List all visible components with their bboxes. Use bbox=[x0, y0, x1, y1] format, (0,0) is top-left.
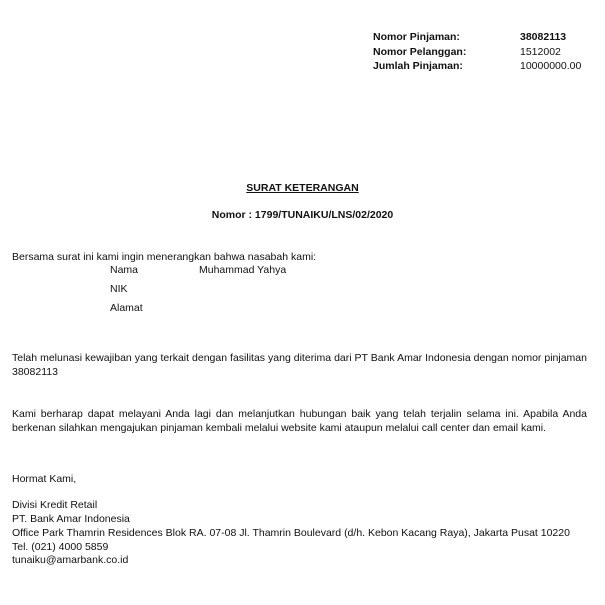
loan-amount-value: 10000000.00 bbox=[520, 60, 582, 72]
letter-number-value: 1799/TUNAIKU/LNS/02/2020 bbox=[254, 209, 394, 221]
signature-address: Office Park Thamrin Residences Blok RA. 07-08 Jl. Thamrin Boulevard (d/h. Kebon Kacang Raya), Jakarta Pusat 10220 bbox=[12, 526, 570, 539]
customer-address-label: Alamat bbox=[110, 302, 143, 314]
paragraph-invitation: Kami berharap dapat melayani Anda lagi dan melanjutkan hubungan baik yang telah terjalin selama ini. Apabila Anda berkenan silahkan mengajukan pinjaman kembali melalui website kami ataupun melalui call center dan email kami. bbox=[12, 408, 587, 434]
customer-field-row bbox=[110, 283, 286, 302]
customer-nik-value bbox=[199, 283, 286, 302]
customer-address-value bbox=[199, 302, 286, 321]
customer-number-label: Nomor Pelanggan: bbox=[373, 45, 467, 58]
letter-title: SURAT KETERANGAN bbox=[246, 182, 359, 194]
customer-number-value: 1512002 bbox=[520, 45, 561, 58]
signature-company: PT. Bank Amar Indonesia bbox=[12, 512, 130, 525]
signature-phone: Tel. (021) 4000 5859 bbox=[12, 540, 109, 553]
loan-amount-label: Jumlah Pinjaman: bbox=[373, 60, 463, 72]
customer-name-label: Nama bbox=[110, 264, 139, 276]
paragraph-settlement: Telah melunasi kewajiban yang terkait dengan fasilitas yang diterima dari PT Bank Amar Indonesia dengan nomor pinjaman 38082113 bbox=[12, 352, 587, 378]
signature-division: Divisi Kredit Retail bbox=[12, 499, 98, 511]
customer-field-row bbox=[110, 264, 286, 283]
customer-fields bbox=[110, 264, 286, 321]
letter-number bbox=[0, 209, 605, 223]
loan-info-row-customer-number bbox=[373, 46, 581, 61]
closing-salutation: Hormat Kami, bbox=[12, 473, 77, 485]
letter-number-label: Nomor : bbox=[211, 209, 255, 221]
loan-number-value: 38082113 bbox=[520, 31, 567, 43]
loan-info-row-loan-number bbox=[373, 31, 581, 46]
loan-info-row-loan-amount bbox=[373, 60, 581, 75]
loan-number-label: Nomor Pinjaman: bbox=[373, 31, 460, 43]
loan-info-table bbox=[373, 31, 581, 75]
intro-text: Bersama surat ini kami ingin menerangkan bahwa nasabah kami: bbox=[12, 251, 317, 263]
signature-block bbox=[12, 499, 587, 568]
customer-nik-label: NIK bbox=[110, 283, 128, 295]
signature-email: tunaiku@amarbank.co.id bbox=[12, 554, 129, 567]
customer-name-value: Muhammad Yahya bbox=[199, 264, 287, 276]
customer-field-row bbox=[110, 302, 286, 321]
